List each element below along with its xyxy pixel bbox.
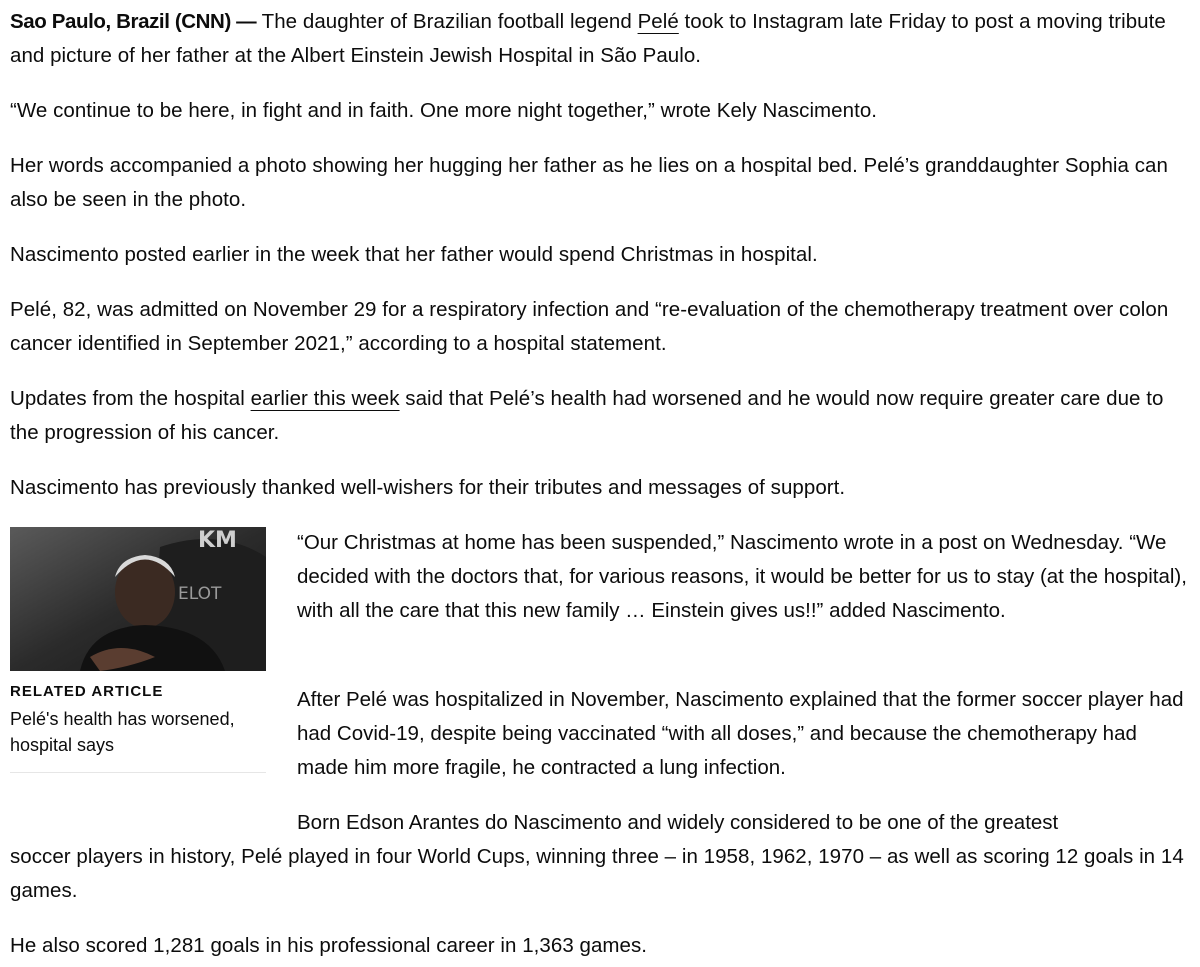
paragraph-1 — [10, 5, 1194, 73]
related-article-title[interactable]: Pelé's health has worsened, hospital says — [10, 709, 235, 755]
paragraph-7: Nascimento has previously thanked well-wishers for their tributes and messages of support. — [10, 476, 846, 499]
paragraph-10-rest: soccer players in history, Pelé played in four World Cups, winning three – in 1958, 1962, 1970 – as well as scoring 12 goals in 14 games. — [10, 845, 1184, 902]
paragraph-2: “We continue to be here, in fight and in faith. One more night together,” wrote Kely Nascimento. — [10, 99, 878, 122]
pele-photo-illustration — [10, 527, 266, 671]
paragraph-text: The daughter of Brazilian football legend — [256, 10, 638, 33]
byline: Sao Paulo, Brazil (CNN) — — [10, 10, 257, 33]
paragraph-8: “Our Christmas at home has been suspended,” Nascimento wrote in a post on Wednesday. “We decided with the doctors that, for various reasons, it would be better for us to stay (at the hospital), with all the care that this new family … Einstein gives us!!” added Nascimento. — [297, 531, 1187, 622]
paragraph-text: took to Instagram late Friday to post a moving tribute and picture of her father at the Albert Einstein Jewish Hospital in São Paulo. — [10, 10, 1166, 67]
related-article-image[interactable] — [10, 527, 266, 671]
pele-link[interactable]: Pelé — [637, 10, 679, 33]
paragraph-text: said that Pelé’s health had worsened and he would now require greater care due to the progression of his cancer. — [10, 387, 1164, 444]
related-article-divider — [10, 772, 266, 773]
paragraph-3: Her words accompanied a photo showing her hugging her father as he lies on a hospital bed. Pelé’s granddaughter Sophia can also be seen in the photo. — [10, 154, 1168, 211]
related-article-card[interactable] — [10, 527, 266, 773]
related-article-kicker: RELATED ARTICLE — [10, 683, 164, 700]
paragraph-10-first-line: Born Edson Arantes do Nascimento and widely considered to be one of the greatest — [297, 811, 1059, 834]
paragraph-5: Pelé, 82, was admitted on November 29 for a respiratory infection and “re-evaluation of the chemotherapy treatment over colon cancer identified in September 2021,” according to a hospital statement. — [10, 298, 1169, 355]
chair-logo-text: KM — [198, 528, 237, 553]
paragraph-11: He also scored 1,281 goals in his professional career in 1,363 games. — [10, 934, 648, 957]
paragraph-6 — [10, 382, 1194, 450]
paragraph-4: Nascimento posted earlier in the week that her father would spend Christmas in hospital. — [10, 243, 818, 266]
chair-brand-text: ELOT — [178, 584, 222, 604]
earlier-this-week-link[interactable]: earlier this week — [250, 387, 400, 410]
paragraph-text: Updates from the hospital — [10, 387, 251, 410]
paragraph-9: After Pelé was hospitalized in November, Nascimento explained that the former soccer player had had Covid-19, despite being vaccinated “with all doses,” and because the chemotherapy had made him more fragile, he contracted a lung infection. — [297, 688, 1184, 779]
